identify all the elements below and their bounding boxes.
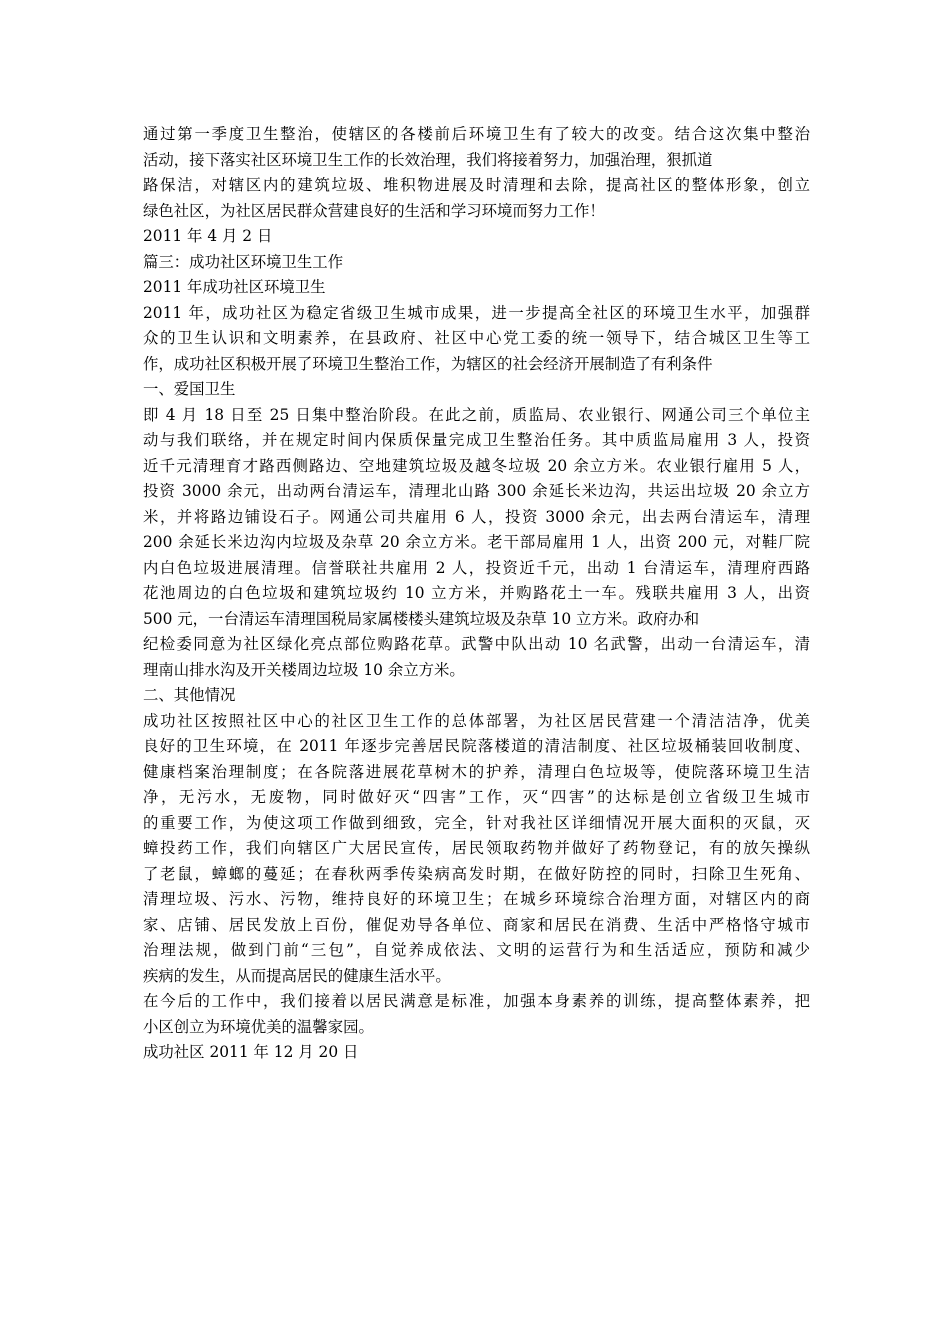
text-line: 理南山排水沟及开关楼周边垃圾 10 余立方米。	[143, 660, 465, 679]
text-line: 纪检委同意为社区绿化亮点部位购路花草。武警中队出动 10 名武警，出动一台清运车，清	[143, 635, 810, 653]
text-line: 净，无污水，无废物，同时做好灭“四害”工作，灭“四害”的达标是创立省级卫生城市	[143, 788, 810, 806]
subtitle: 2011 年成功社区环境卫生	[143, 278, 326, 296]
section-title: 篇三：成功社区环境卫生工作	[143, 252, 344, 271]
text-line: 家、店铺、居民发放上百份，催促劝导各单位、商家和居民在消费、生活中严格恪守城市	[143, 915, 810, 934]
date-line: 2011 年 4 月 2 日	[143, 227, 273, 245]
text-line: 众的卫生认识和文明素养，在县政府、社区中心党工委的统一领导下，结合城区卫生等工	[143, 329, 810, 347]
text-line: 花池周边的白色垃圾和建筑垃圾约 10 立方米，并购路花土一车。残联共雇用 3 人，出资	[143, 584, 810, 602]
text-line: 米，并将路边铺设石子。网通公司共雇用 6 人，投资 3000 余元，出去两台清运车，清理	[143, 507, 810, 526]
text-line: 成功社区按照社区中心的社区卫生工作的总体部署，为社区居民营建一个清洁洁净，优美	[143, 711, 810, 730]
text-line: 路保洁，对辖区内的建筑垃圾、堆积物进展及时清理和去除，提高社区的整体形象，创立	[143, 176, 810, 194]
text-line: 动与我们联络，并在规定时间内保质保量完成卫生整治任务。其中质监局雇用 3 人，投资	[143, 431, 810, 449]
section-heading: 二、其他情况	[143, 686, 236, 704]
text-line: 作，成功社区积极开展了环境卫生整治工作，为辖区的社会经济开展制造了有利条件	[143, 354, 713, 373]
text-line: 良好的卫生环境，在 2011 年逐步完善居民院落楼道的清洁制度、社区垃圾桶装回收制度、	[143, 737, 810, 755]
text-line: 了老鼠，蟑螂的蔓延；在春秋两季传染病高发时期，在做好防控的同时，扫除卫生死角、	[143, 864, 810, 883]
text-line: 健康档案治理制度；在各院落进展花草树木的护养，清理白色垃圾等，使院落环境卫生洁	[143, 762, 810, 781]
text-line: 通过第一季度卫生整治，使辖区的各楼前后环境卫生有了较大的改变。结合这次集中整治	[143, 125, 810, 143]
text-line: 蟑投药工作，我们向辖区广大居民宣传，居民领取药物并做好了药物登记，有的放矢操纵	[143, 839, 810, 857]
text-line: 2011 年，成功社区为稳定省级卫生城市成果，进一步提高全社区的环境卫生水平，加强群	[143, 303, 810, 322]
text-line: 即 4 月 18 日至 25 日集中整治阶段。在此之前，质监局、农业银行、网通公司三个单位主	[143, 405, 810, 424]
text-line: 绿色社区，为社区居民群众营建良好的生活和学习环境而努力工作！	[143, 201, 605, 220]
text-line: 500 元，一台清运车清理国税局家属楼楼头建筑垃圾及杂草 10 立方米。政府办和	[143, 609, 700, 628]
text-line: 清理垃圾、污水、污物，维持良好的环境卫生；在城乡环境综合治理方面，对辖区内的商	[143, 890, 810, 908]
text-line: 投资 3000 余元，出动两台清运车，清理北山路 300 余延长米边沟，共运出垃圾 20 余立方	[143, 482, 810, 500]
text-line: 疾病的发生，从而提高居民的健康生活水平。	[143, 966, 451, 985]
document-body	[143, 122, 810, 1066]
text-line: 小区创立为环境优美的温馨家园。	[143, 1017, 374, 1036]
section-heading: 一、爱国卫生	[143, 380, 236, 398]
text-line: 200 余延长米边沟内垃圾及杂草 20 余立方米。老干部局雇用 1 人，出资 200 元，对鞋厂院	[143, 533, 810, 551]
text-line: 的重要工作，为使这项工作做到细致，完全，针对我社区详细情况开展大面积的灭鼠，灭	[143, 813, 810, 832]
signature-date-line: 成功社区 2011 年 12 月 20 日	[143, 1043, 359, 1061]
text-line: 在今后的工作中，我们接着以居民满意是标准，加强本身素养的训练，提高整体素养，把	[143, 992, 810, 1010]
text-line: 治理法规，做到门前“三包”，自觉养成依法、文明的运营行为和生活适应，预防和减少	[143, 941, 810, 959]
text-line: 近千元清理育才路西侧路边、空地建筑垃圾及越冬垃圾 20 余立方米。农业银行雇用 5 人，	[143, 456, 810, 475]
text-line: 活动，接下落实社区环境卫生工作的长效治理，我们将接着努力，加强治理，狠抓道	[143, 150, 713, 169]
text-line: 内白色垃圾进展清理。信誉联社共雇用 2 人，投资近千元，出动 1 台清运车，清理府西路	[143, 558, 810, 577]
